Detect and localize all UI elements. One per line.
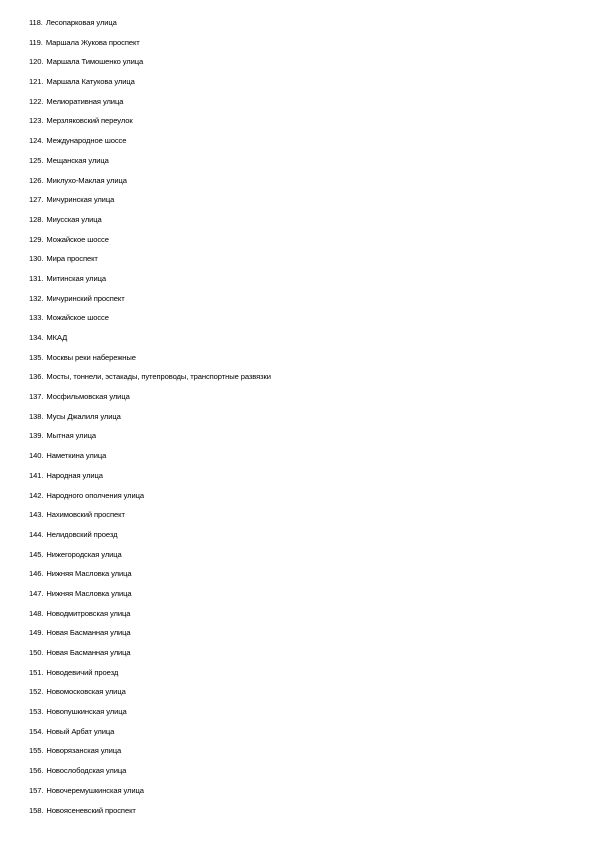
list-item <box>29 627 271 647</box>
list-item <box>29 490 271 510</box>
list-item-text: Нижегородская улица <box>46 549 122 559</box>
list-item-number: 151. <box>29 667 44 677</box>
list-item-number: 120. <box>29 57 44 67</box>
list-item-text: Можайское шоссе <box>46 313 109 323</box>
list-item <box>29 332 271 352</box>
list-item-number: 118. <box>29 18 43 27</box>
list-item-number: 122. <box>29 96 44 106</box>
list-item <box>29 234 271 254</box>
list-item-number: 119. <box>29 37 43 47</box>
list-item-text: Нахимовский проспект <box>46 510 125 520</box>
list-item-number: 124. <box>29 136 44 146</box>
list-item-number: 147. <box>29 588 44 598</box>
list-item-number: 126. <box>29 175 44 185</box>
list-item <box>29 293 271 313</box>
list-item <box>29 509 271 529</box>
list-item <box>29 549 271 569</box>
list-item <box>29 371 271 391</box>
list-item-number: 153. <box>29 707 44 717</box>
list-item <box>29 411 271 431</box>
list-item <box>29 175 271 195</box>
list-item-text: Мещанская улица <box>46 155 109 165</box>
list-item-text: Митинская улица <box>46 273 106 283</box>
list-item-number: 141. <box>29 470 44 480</box>
list-item-text: Мусы Джалиля улица <box>46 411 121 421</box>
list-item-text: Миусская улица <box>46 214 102 224</box>
list-item-text: Нижняя Масловка улица <box>46 569 132 579</box>
list-item <box>29 470 271 490</box>
list-item-text: Новая Басманная улица <box>46 628 131 638</box>
list-item-number: 135. <box>29 352 44 362</box>
list-item-text: Мира проспект <box>46 254 98 264</box>
list-item-text: МКАД <box>46 333 68 342</box>
list-item-text: Новопушкинская улица <box>46 707 127 717</box>
list-item <box>29 745 271 765</box>
list-item <box>29 37 271 57</box>
list-item-number: 134. <box>29 333 44 342</box>
list-item <box>29 608 271 628</box>
list-item-text: Новочеремушкинская улица <box>46 785 144 795</box>
list-item-text: Мелиоративная улица <box>46 96 124 106</box>
list-item <box>29 588 271 608</box>
list-item-text: Новорязанская улица <box>46 746 122 756</box>
list-item <box>29 352 271 372</box>
list-item-number: 140. <box>29 451 44 461</box>
list-item-text: Новоясеневский проспект <box>46 805 136 815</box>
list-item-number: 154. <box>29 726 44 736</box>
list-item <box>29 115 271 135</box>
list-item-number: 127. <box>29 195 44 205</box>
list-item <box>29 785 271 805</box>
list-item <box>29 273 271 293</box>
list-item <box>29 96 271 116</box>
list-item <box>29 686 271 706</box>
list-item-number: 143. <box>29 510 44 520</box>
list-item-text: Лесопарковая улица <box>45 18 117 27</box>
list-item-number: 129. <box>29 234 44 244</box>
street-list <box>29 17 271 824</box>
list-item-number: 149. <box>29 628 44 638</box>
list-item-text: Новодевичий проезд <box>46 667 119 677</box>
list-item <box>29 430 271 450</box>
list-item-text: Мерзляковский переулок <box>46 116 133 126</box>
list-item-number: 158. <box>29 805 44 815</box>
list-item <box>29 568 271 588</box>
list-item <box>29 76 271 96</box>
list-item-number: 132. <box>29 293 44 303</box>
list-item-text: Нелидовский проезд <box>46 529 118 539</box>
list-item-number: 157. <box>29 785 44 795</box>
list-item-text: Новомосковская улица <box>46 687 126 697</box>
list-item <box>29 17 271 37</box>
list-item <box>29 667 271 687</box>
list-item-number: 146. <box>29 569 44 579</box>
list-item <box>29 214 271 234</box>
list-item-text: Наметкина улица <box>46 451 107 461</box>
list-item-text: Мичуринский проспект <box>46 293 125 303</box>
list-item <box>29 726 271 746</box>
list-item-text: Маршала Жукова проспект <box>45 37 140 47</box>
list-item-text: Мытная улица <box>46 431 96 441</box>
list-item <box>29 529 271 549</box>
list-item-number: 130. <box>29 254 44 264</box>
list-item-text: Новый Арбат улица <box>46 726 115 736</box>
list-item-text: Миклухо-Маклая улица <box>46 175 127 185</box>
list-item-text: Народная улица <box>46 470 103 480</box>
list-item <box>29 155 271 175</box>
list-item <box>29 647 271 667</box>
list-item-number: 142. <box>29 490 44 500</box>
list-item <box>29 135 271 155</box>
list-item <box>29 56 271 76</box>
list-item-text: Международное шоссе <box>46 136 127 146</box>
list-item-number: 137. <box>29 392 44 402</box>
list-item <box>29 253 271 273</box>
list-item-text: Мосты, тоннели, эстакады, путепроводы, транспортные развязки <box>46 372 271 382</box>
list-item-number: 139. <box>29 431 44 441</box>
list-item-number: 128. <box>29 214 44 224</box>
list-item-text: Народного ополчения улица <box>46 490 145 500</box>
list-item <box>29 765 271 785</box>
list-item <box>29 450 271 470</box>
list-item-number: 148. <box>29 608 44 618</box>
list-item-number: 138. <box>29 411 44 421</box>
list-item <box>29 194 271 214</box>
list-item <box>29 391 271 411</box>
list-item-number: 125. <box>29 155 44 165</box>
list-item-number: 144. <box>29 529 44 539</box>
list-item-text: Мичуринская улица <box>46 195 115 205</box>
list-item-text: Москвы реки набережные <box>46 352 136 362</box>
list-item-number: 136. <box>29 372 44 382</box>
list-item-text: Новая Басманная улица <box>46 648 131 657</box>
list-item-number: 131. <box>29 273 44 283</box>
list-item-text: Новодмитровская улица <box>46 608 131 618</box>
list-item-text: Нижняя Масловка улица <box>46 588 132 598</box>
list-item-text: Мосфильмовская улица <box>46 392 130 402</box>
list-item-number: 133. <box>29 313 44 323</box>
list-item <box>29 312 271 332</box>
list-item-number: 145. <box>29 549 44 559</box>
list-item-text: Маршала Тимошенко улица <box>46 57 144 67</box>
list-item <box>29 706 271 726</box>
list-item-number: 123. <box>29 116 44 126</box>
list-item-text: Можайское шоссе <box>46 234 109 244</box>
list-item-number: 152. <box>29 687 44 697</box>
list-item-number: 156. <box>29 766 44 776</box>
list-item-text: Маршала Катукова улица <box>46 77 135 87</box>
list-item-number: 150. <box>29 648 44 657</box>
list-item-text: Новослободская улица <box>46 766 127 776</box>
list-item-number: 121. <box>29 77 44 87</box>
list-item-number: 155. <box>29 746 44 756</box>
list-item <box>29 805 271 825</box>
